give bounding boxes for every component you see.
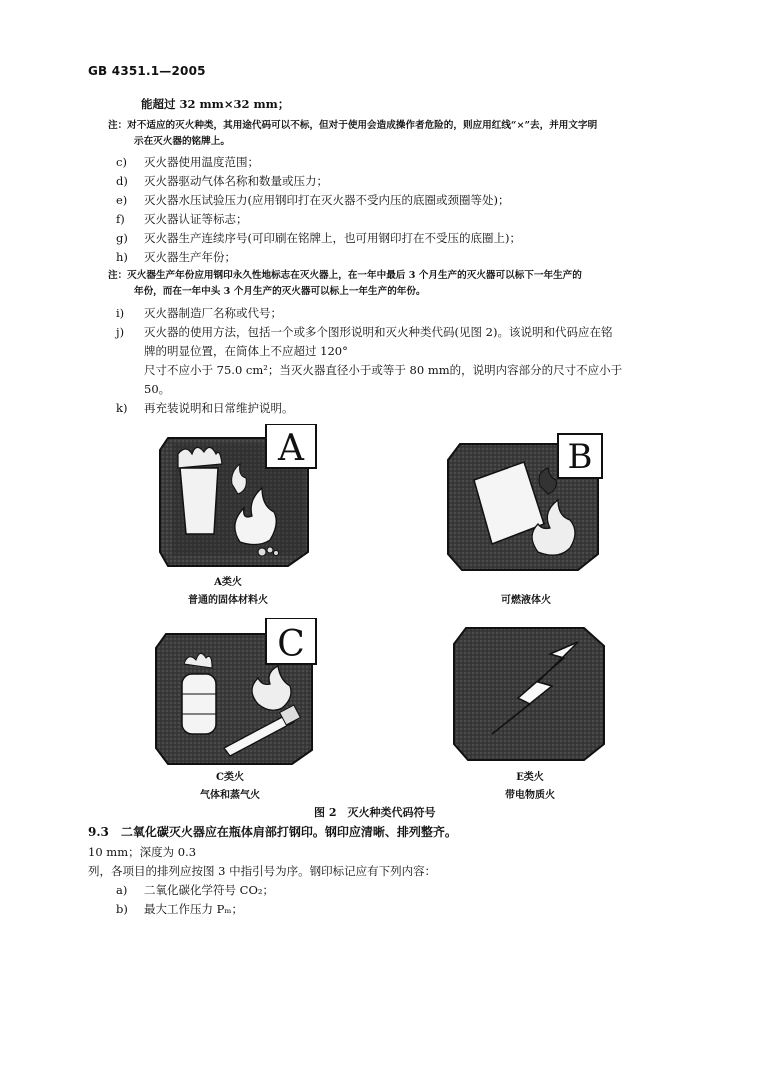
list-item-d <box>116 173 328 189</box>
list-item-f <box>116 211 248 227</box>
figure-a-letter: A <box>278 428 304 469</box>
standard-number: GB 4351.1—2005 <box>88 64 206 78</box>
section-9-3-item-b <box>116 901 243 917</box>
list-marker: i) <box>116 306 125 320</box>
list-item-e <box>116 192 509 208</box>
note-2-line-1: 注：灭火器生产年份应用钢印永久性地标志在灭火器上，在一年中最后 3 个月生产的灭火器可以标下一年生产的 <box>108 270 582 281</box>
list-marker: k) <box>116 401 128 415</box>
list-marker: h) <box>116 250 128 264</box>
figure-a-caption-2: 普通的固体材料火 <box>188 595 268 606</box>
list-marker: j) <box>116 325 125 339</box>
figure-c-letter: C <box>277 624 305 665</box>
figure-e-class-fire-icon <box>452 620 610 766</box>
list-marker: b) <box>116 902 128 916</box>
note-1-line-2: 示在灭火器的铭牌上。 <box>134 136 230 147</box>
figure-b-letter: B <box>567 437 593 477</box>
figure-c-caption-1: C类火 <box>216 772 244 783</box>
section-9-3-heading: 9.3 二氧化碳灭火器应在瓶体肩部打钢印。钢印应清晰、排列整齐。 <box>88 825 457 839</box>
list-marker: f) <box>116 212 125 226</box>
figure-e-caption-2: 带电物质火 <box>505 790 555 801</box>
list-marker: a) <box>116 883 128 897</box>
item-j-line-2: 牌的明显位置，在筒体上不应超过 120° <box>144 344 348 358</box>
list-marker: e) <box>116 193 128 207</box>
list-marker: d) <box>116 174 128 188</box>
figure-e-caption-1: E类火 <box>516 772 544 783</box>
list-text: 灭火器生产连续序号(可印刷在铭牌上，也可用钢印打在不受压的底圈上)； <box>144 231 521 245</box>
section-9-3-line-2: 10 mm；深度为 0.3 <box>88 845 197 859</box>
figure-a-caption-1: A类火 <box>214 577 242 588</box>
list-item-j <box>116 324 612 340</box>
section-9-3-line-3: 列，各项目的排列应按图 3 中指引号为序。钢印标记应有下列内容： <box>88 864 437 878</box>
list-item-g <box>116 230 521 246</box>
list-text: 灭火器驱动气体名称和数量或压力； <box>144 174 328 188</box>
figure-b-class-fire-icon <box>446 428 606 574</box>
note-1-line-1: 注：对不适应的灭火种类，其用途代码可以不标，但对于使用会造成操作者危险的，则应用红线“×”去，并用文字明 <box>108 120 598 131</box>
note-2-line-2: 年份，而在一年中头 3 个月生产的灭火器可以标上一年生产的年份。 <box>134 286 426 297</box>
figure-c-class-fire-icon <box>154 618 320 768</box>
list-text: 灭火器使用温度范围； <box>144 155 259 169</box>
item-j-line-3: 尺寸不应小于 75.0 cm²；当灭火器直径小于或等于 80 mm的，说明内容部分的尺寸不应小于 <box>144 363 623 377</box>
list-item-k <box>116 400 294 416</box>
figure-a-class-fire-icon <box>158 424 318 570</box>
figure-2-caption: 图 2 灭火种类代码符号 <box>314 806 436 819</box>
list-text: 灭火器水压试验压力(应用钢印打在灭火器不受内压的底圈或颈圈等处)； <box>144 193 510 207</box>
list-text: 灭火器生产年份； <box>144 250 236 264</box>
item-j-line-4: 50。 <box>144 382 171 396</box>
list-item-h <box>116 249 236 265</box>
list-marker: c) <box>116 155 127 169</box>
list-text: 灭火器的使用方法，包括一个或多个图形说明和灭火种类代码(见图 2)。该说明和代码应在铭 <box>144 325 613 339</box>
section-9-3-item-a <box>116 882 274 898</box>
list-text: 灭火器认证等标志； <box>144 212 248 226</box>
figure-b-caption-2: 可燃液体火 <box>501 595 551 606</box>
list-marker: g) <box>116 231 128 245</box>
list-text: 二氧化碳化学符号 CO₂； <box>144 883 274 897</box>
list-text: 再充装说明和日常维护说明。 <box>144 401 294 415</box>
list-item-i <box>116 305 282 321</box>
list-text: 最大工作压力 Pₘ； <box>144 902 243 916</box>
list-item-c <box>116 154 259 170</box>
list-text: 灭火器制造厂名称或代号； <box>144 306 282 320</box>
figure-c-caption-2: 气体和蒸气火 <box>200 790 260 801</box>
size-line: 能超过 32 mm×32 mm； <box>141 97 290 111</box>
